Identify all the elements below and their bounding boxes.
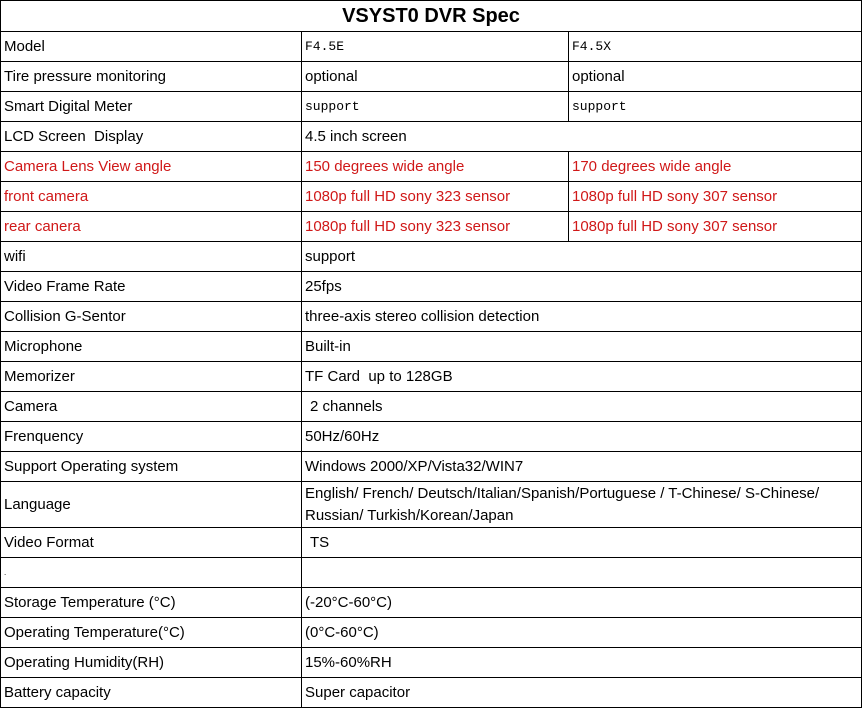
table-row bbox=[1, 528, 862, 558]
row-label: rear canera bbox=[1, 212, 302, 242]
cell-value: optional bbox=[302, 62, 569, 92]
table-row bbox=[1, 152, 862, 182]
table-row bbox=[1, 122, 862, 152]
row-label: wifi bbox=[1, 242, 302, 272]
cell-value: optional bbox=[569, 62, 862, 92]
table-row bbox=[1, 92, 862, 122]
table-row bbox=[1, 362, 862, 392]
cell-value: support bbox=[302, 92, 569, 122]
row-label: Storage Temperature (°C) bbox=[1, 588, 302, 618]
row-label: Video Frame Rate bbox=[1, 272, 302, 302]
row-label: front camera bbox=[1, 182, 302, 212]
cell-value: 1080p full HD sony 323 sensor bbox=[302, 182, 569, 212]
cell-value: (-20°C-60°C) bbox=[302, 588, 862, 618]
cell-value: 4.5 inch screen bbox=[302, 122, 862, 152]
row-label: . bbox=[1, 558, 302, 588]
table-row bbox=[1, 32, 862, 62]
cell-value: 25fps bbox=[302, 272, 862, 302]
table-row bbox=[1, 332, 862, 362]
row-label: LCD Screen Display bbox=[1, 122, 302, 152]
table-row bbox=[1, 62, 862, 92]
cell-value: 2 channels bbox=[302, 392, 862, 422]
model-a: F4.5E bbox=[302, 32, 569, 62]
cell-value bbox=[302, 558, 862, 588]
table-row bbox=[1, 588, 862, 618]
cell-value: three-axis stereo collision detection bbox=[302, 302, 862, 332]
table-row bbox=[1, 482, 862, 528]
cell-value: 1080p full HD sony 307 sensor bbox=[569, 212, 862, 242]
model-b: F4.5X bbox=[569, 32, 862, 62]
row-label: Tire pressure monitoring bbox=[1, 62, 302, 92]
table-row bbox=[1, 212, 862, 242]
row-label: Smart Digital Meter bbox=[1, 92, 302, 122]
row-label: Memorizer bbox=[1, 362, 302, 392]
table-row bbox=[1, 618, 862, 648]
row-label: Support Operating system bbox=[1, 452, 302, 482]
row-label: Battery capacity bbox=[1, 678, 302, 708]
row-label: Camera bbox=[1, 392, 302, 422]
row-label: Camera Lens View angle bbox=[1, 152, 302, 182]
row-label: Video Format bbox=[1, 528, 302, 558]
table-row bbox=[1, 182, 862, 212]
cell-value: English/ French/ Deutsch/Italian/Spanish/Portuguese / T-Chinese/ S-Chinese/ Russian/ Turkish/Korean/Japan bbox=[302, 482, 862, 528]
row-label: Model bbox=[1, 32, 302, 62]
cell-value: 1080p full HD sony 323 sensor bbox=[302, 212, 569, 242]
table-row bbox=[1, 242, 862, 272]
table-row bbox=[1, 558, 862, 588]
cell-value: support bbox=[302, 242, 862, 272]
table-row bbox=[1, 392, 862, 422]
cell-value: support bbox=[569, 92, 862, 122]
cell-value: 1080p full HD sony 307 sensor bbox=[569, 182, 862, 212]
title-row bbox=[1, 1, 862, 32]
cell-value: Super capacitor bbox=[302, 678, 862, 708]
cell-value: Windows 2000/XP/Vista32/WIN7 bbox=[302, 452, 862, 482]
table-row bbox=[1, 452, 862, 482]
table-row bbox=[1, 648, 862, 678]
row-label: Frenquency bbox=[1, 422, 302, 452]
table-row bbox=[1, 678, 862, 708]
row-label: Operating Temperature(°C) bbox=[1, 618, 302, 648]
table-row bbox=[1, 272, 862, 302]
row-label: Collision G-Sentor bbox=[1, 302, 302, 332]
cell-value: 50Hz/60Hz bbox=[302, 422, 862, 452]
cell-value: Built-in bbox=[302, 332, 862, 362]
table-row bbox=[1, 302, 862, 332]
spec-title: VSYST0 DVR Spec bbox=[1, 1, 862, 32]
row-label: Microphone bbox=[1, 332, 302, 362]
cell-value: 150 degrees wide angle bbox=[302, 152, 569, 182]
cell-value: (0°C-60°C) bbox=[302, 618, 862, 648]
table-row bbox=[1, 422, 862, 452]
cell-value: 15%-60%RH bbox=[302, 648, 862, 678]
cell-value: 170 degrees wide angle bbox=[569, 152, 862, 182]
cell-value: TS bbox=[302, 528, 862, 558]
row-label: Language bbox=[1, 482, 302, 528]
cell-value: TF Card up to 128GB bbox=[302, 362, 862, 392]
row-label: Operating Humidity(RH) bbox=[1, 648, 302, 678]
